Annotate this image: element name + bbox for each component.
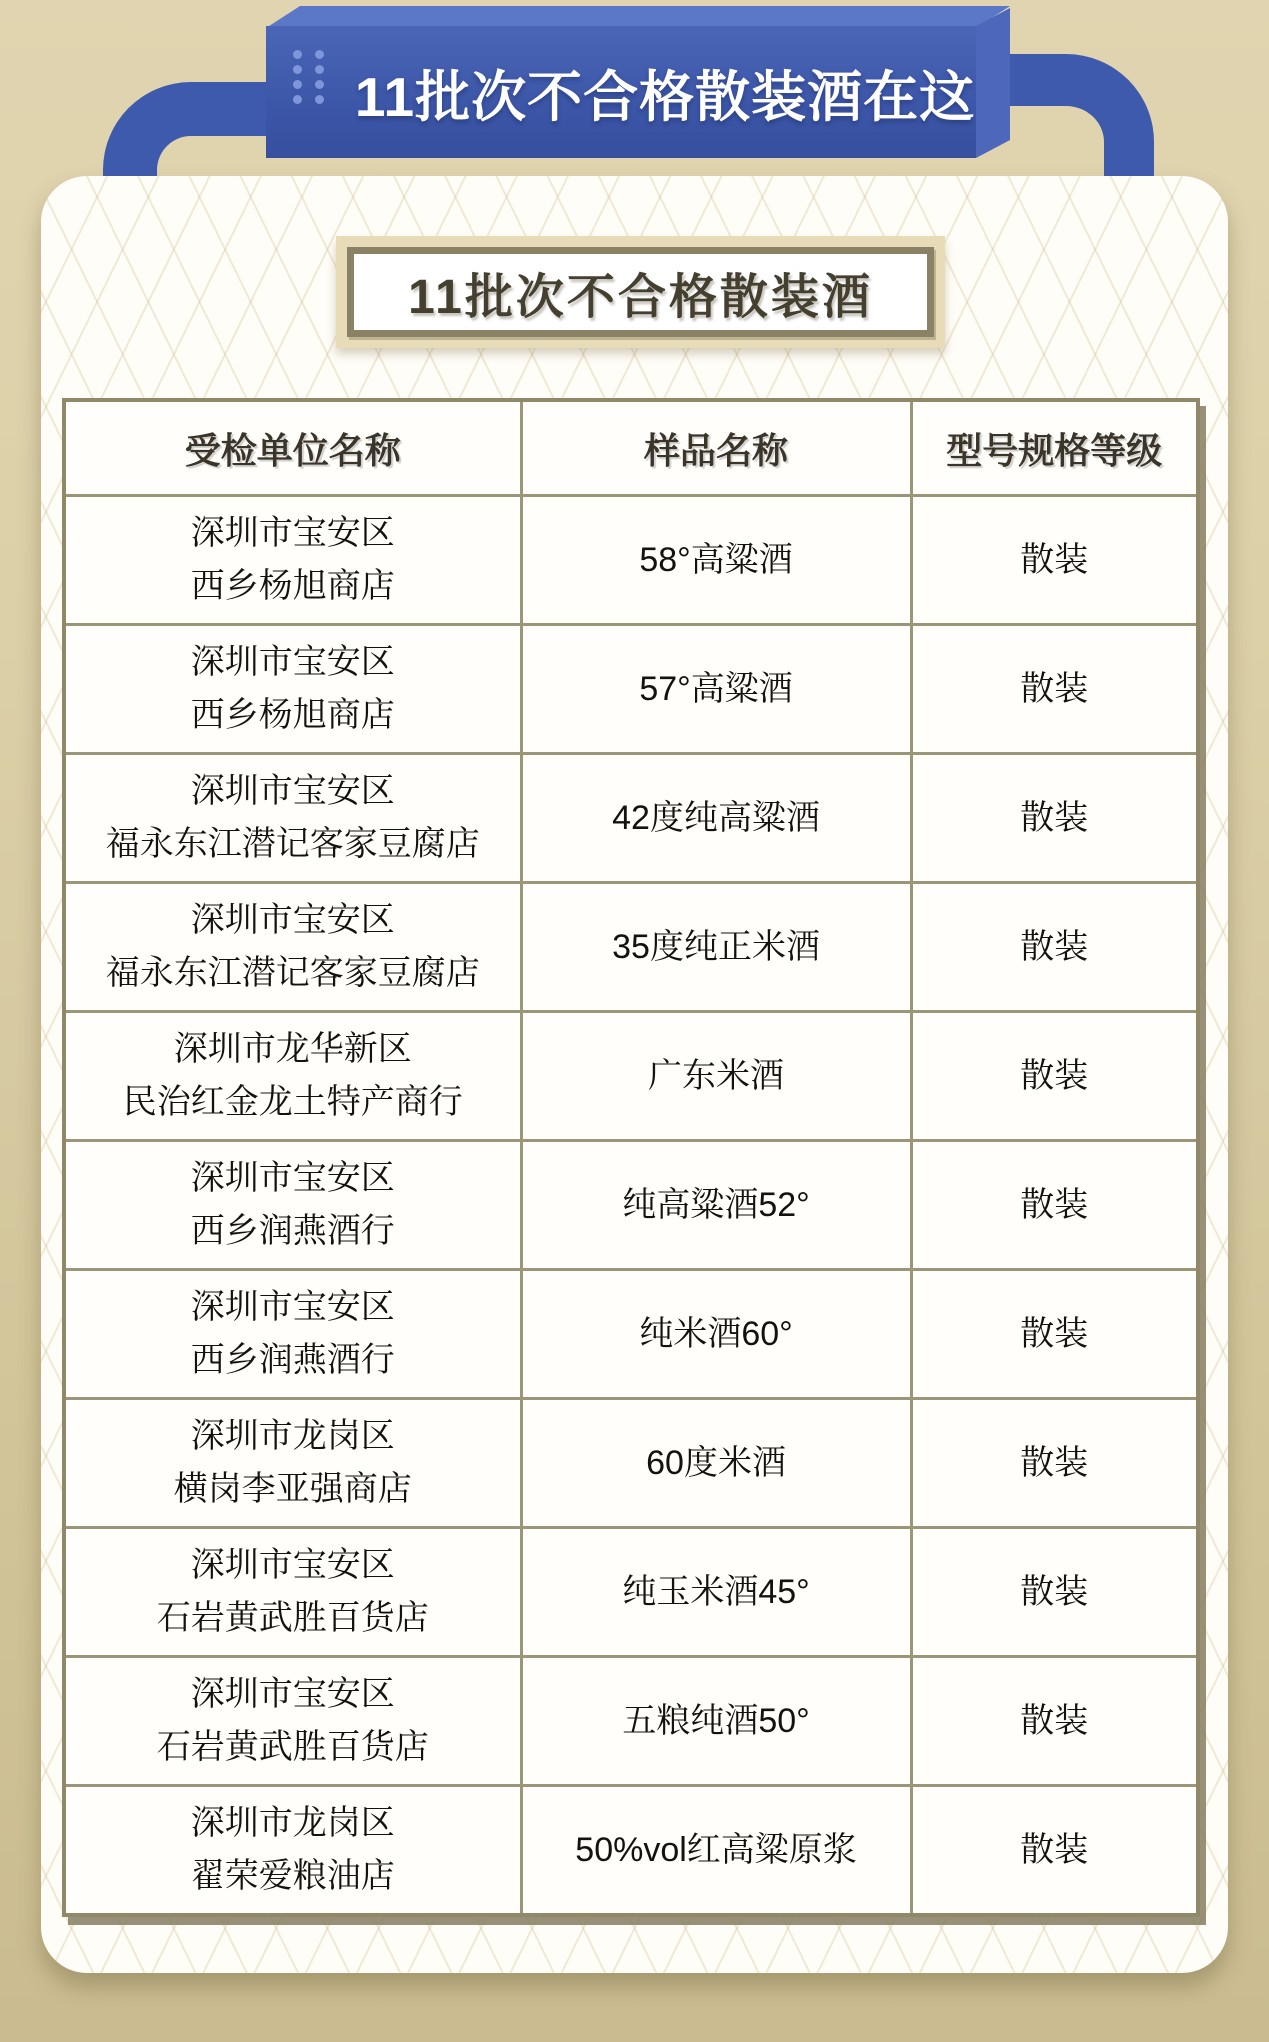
table-row: [64, 883, 1198, 1012]
section-title-box: [336, 236, 945, 348]
section-title-frame: [347, 247, 934, 337]
sample-name-cell: 60度米酒: [521, 1399, 911, 1528]
unit-name-cell: [64, 625, 521, 754]
unit-name-line: 西乡杨旭商店: [190, 567, 395, 605]
sample-name-cell: 纯玉米酒45°: [521, 1528, 911, 1657]
header-unit-name: 受检单位名称: [64, 400, 521, 496]
unit-name-line: 西乡杨旭商店: [190, 696, 395, 734]
spec-grade-cell: 散装: [911, 625, 1198, 754]
unit-name-line: 深圳市宝安区: [190, 1546, 395, 1585]
section-title: 11批次不合格散装酒: [408, 270, 873, 324]
header-spec-grade: 型号规格等级: [911, 400, 1198, 496]
table-body: [64, 496, 1198, 1916]
spec-grade-cell: 散装: [911, 496, 1198, 625]
header-sample-name: 样品名称: [521, 400, 911, 496]
table-row: [64, 1270, 1198, 1399]
unit-name-line: 西乡润燕酒行: [190, 1212, 395, 1250]
spec-grade-cell: 散装: [911, 1270, 1198, 1399]
unit-name-line: 深圳市龙岗区: [190, 1417, 395, 1456]
unit-name-line: 深圳市宝安区: [190, 643, 395, 682]
unit-name-cell: [64, 1141, 521, 1270]
sample-name-cell: 纯米酒60°: [521, 1270, 911, 1399]
table-row: [64, 1657, 1198, 1786]
spec-grade-cell: 散装: [911, 883, 1198, 1012]
spec-grade-cell: 散装: [911, 1786, 1198, 1916]
sample-name-cell: 广东米酒: [521, 1012, 911, 1141]
banner-top-face: [266, 6, 1010, 28]
unit-name-line: 深圳市宝安区: [190, 514, 395, 553]
unit-name-cell: [64, 1399, 521, 1528]
unit-name-line: 翟荣爱粮油店: [190, 1857, 395, 1895]
unit-name-line: 福永东江潜记客家豆腐店: [105, 954, 480, 992]
unit-name-line: 深圳市宝安区: [190, 772, 395, 811]
unit-name-line: 福永东江潜记客家豆腐店: [105, 825, 480, 863]
unit-name-line: 深圳市龙华新区: [173, 1030, 412, 1069]
unit-name-line: 深圳市宝安区: [190, 1288, 395, 1327]
unit-name-cell: [64, 1528, 521, 1657]
sample-name-cell: 42度纯高粱酒: [521, 754, 911, 883]
table-row: [64, 496, 1198, 625]
unit-name-line: 石岩黄武胜百货店: [156, 1599, 429, 1637]
sample-name-cell: 58°高粱酒: [521, 496, 911, 625]
unit-name-line: 民治红金龙土特产商行: [122, 1083, 463, 1121]
unit-name-line: 深圳市宝安区: [190, 1159, 395, 1198]
table-header-row: [64, 400, 1198, 496]
unit-name-line: 深圳市宝安区: [190, 1675, 395, 1714]
unit-name-line: 西乡润燕酒行: [190, 1341, 395, 1379]
unit-name-cell: [64, 1270, 521, 1399]
table-row: [64, 1786, 1198, 1916]
unit-name-cell: [64, 1657, 521, 1786]
banner: [266, 26, 976, 158]
dots-grid-icon: [293, 50, 325, 112]
banner-title: 11批次不合格散装酒在这: [354, 65, 976, 128]
sample-name-cell: 纯高粱酒52°: [521, 1141, 911, 1270]
sample-name-cell: 35度纯正米酒: [521, 883, 911, 1012]
unit-name-cell: [64, 883, 521, 1012]
unit-name-cell: [64, 496, 521, 625]
unit-name-line: 深圳市宝安区: [190, 901, 395, 940]
unit-name-cell: [64, 1786, 521, 1916]
table-row: [64, 1528, 1198, 1657]
spec-grade-cell: 散装: [911, 1528, 1198, 1657]
table-row: [64, 754, 1198, 883]
spec-grade-cell: 散装: [911, 1012, 1198, 1141]
spec-grade-cell: 散装: [911, 1141, 1198, 1270]
banner-side-face: [976, 8, 1010, 158]
unit-name-cell: [64, 1012, 521, 1141]
spec-grade-cell: 散装: [911, 1399, 1198, 1528]
hanger-pipe-right: [1006, 54, 1154, 178]
hanger-pipe-left: [103, 82, 266, 178]
unit-name-line: 横岗李亚强商店: [173, 1470, 412, 1508]
sample-name-cell: 50%vol红高粱原浆: [521, 1786, 911, 1916]
sample-name-cell: 57°高粱酒: [521, 625, 911, 754]
table-row: [64, 1012, 1198, 1141]
unit-name-line: 石岩黄武胜百货店: [156, 1728, 429, 1766]
spec-grade-cell: 散装: [911, 1657, 1198, 1786]
spec-grade-cell: 散装: [911, 754, 1198, 883]
table-row: [64, 1141, 1198, 1270]
unit-name-cell: [64, 754, 521, 883]
unit-name-line: 深圳市龙岗区: [190, 1804, 395, 1843]
table-row: [64, 1399, 1198, 1528]
noncompliant-liquor-table: [62, 398, 1200, 1917]
sample-name-cell: 五粮纯酒50°: [521, 1657, 911, 1786]
table-row: [64, 625, 1198, 754]
